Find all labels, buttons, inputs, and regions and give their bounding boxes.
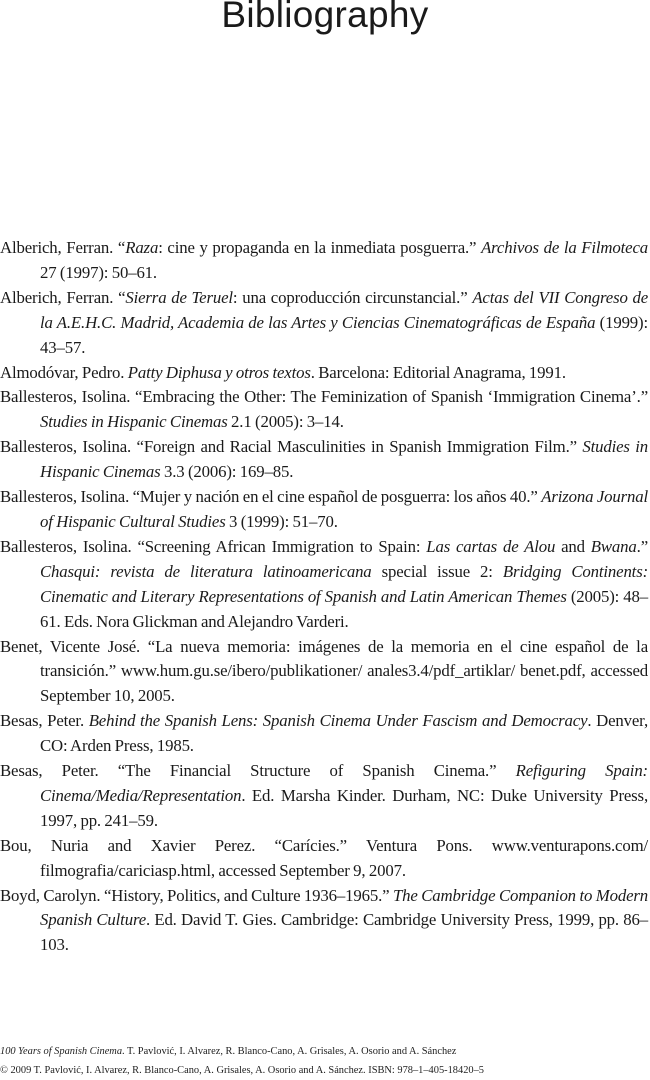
footer-book-title: 100 Years of Spanish Cinema	[0, 1046, 123, 1057]
bib-entry: Benet, Vicente José. “La nueva memoria: imágenes de la memoria en el cine español de la transición.” www.hum.gu.se/ibero/publikationer/ anales3.4/pdf_artiklar/ benet.pdf, accessed September 10, 2005.	[0, 636, 648, 706]
bib-entry: Alberich, Ferran. “Sierra de Teruel: una coproducción circunstancial.” Actas del VII Congreso de la A.E.H.C. Madrid, Academia de las Artes y Ciencias Cinematográficas de España (1999): 43–57.	[0, 287, 649, 357]
bibliography-list	[0, 236, 648, 958]
bib-entry: Ballesteros, Isolina. “Mujer y nación en el cine español de posguerra: los años 40.” Arizona Journal of Hispanic Cultural Studies 3 (1999): 51–70.	[0, 487, 648, 531]
footer-citation	[0, 1042, 650, 1061]
bib-entry: Alberich, Ferran. “Raza: cine y propaganda en la inmediata posguerra.” Archivos de la Filmoteca 27 (1997): 50–61.	[0, 238, 648, 282]
bib-entry: Bou, Nuria and Xavier Perez. “Carícies.” Ventura Pons. www.venturapons.com/ filmografia/cariciasp.html, accessed September 9, 2007.	[0, 835, 648, 880]
bib-entry: Besas, Peter. Behind the Spanish Lens: Spanish Cinema Under Fascism and Democracy. Denver, CO: Arden Press, 1985.	[0, 711, 648, 756]
footer-copyright: © 2009 T. Pavlović, I. Alvarez, R. Blanco-Cano, A. Grisales, A. Osorio and A. Sánchez. ISBN: 978–1–405-18420–5	[0, 1065, 484, 1076]
footer-authors: . T. Pavlović, I. Alvarez, R. Blanco-Cano, A. Grisales, A. Osorio and A. Sánchez	[122, 1046, 457, 1057]
page-title: Bibliography	[221, 0, 429, 35]
bib-entry: Ballesteros, Isolina. “Foreign and Racial Masculinities in Spanish Immigration Film.” Studies in Hispanic Cinemas 3.3 (2006): 169–85.	[0, 437, 649, 482]
bib-entry: Boyd, Carolyn. “History, Politics, and Culture 1936–1965.” The Cambridge Companion to Modern Spanish Culture. Ed. David T. Gies. Cambridge: Cambridge University Press, 1999, pp. 86–103.	[0, 885, 648, 955]
bib-entry: Ballesteros, Isolina. “Screening African Immigration to Spain: Las cartas de Alou and Bwana.” Chasqui: revista de literatura latinoamericana special issue 2: Bridging Continents: Cinematic and Literary Representations of Spanish and Latin American Themes (2005): 48–61. Eds. Nora Glickman and Alejandro Varderi.	[0, 536, 649, 631]
bib-entry: Ballesteros, Isolina. “Embracing the Other: The Feminization of Spanish ‘Immigration Cinema’.” Studies in Hispanic Cinemas 2.1 (2005): 3–14.	[0, 387, 648, 432]
bib-entry: Almodóvar, Pedro. Patty Diphusa y otros textos. Barcelona: Editorial Anagrama, 1991.	[0, 362, 566, 382]
page-footer	[0, 1042, 650, 1080]
bib-entry: Besas, Peter. “The Financial Structure of Spanish Cinema.” Refiguring Spain: Cinema/Media/Representation. Ed. Marsha Kinder. Durham, NC: Duke University Press, 1997, pp. 241–59.	[0, 761, 648, 830]
